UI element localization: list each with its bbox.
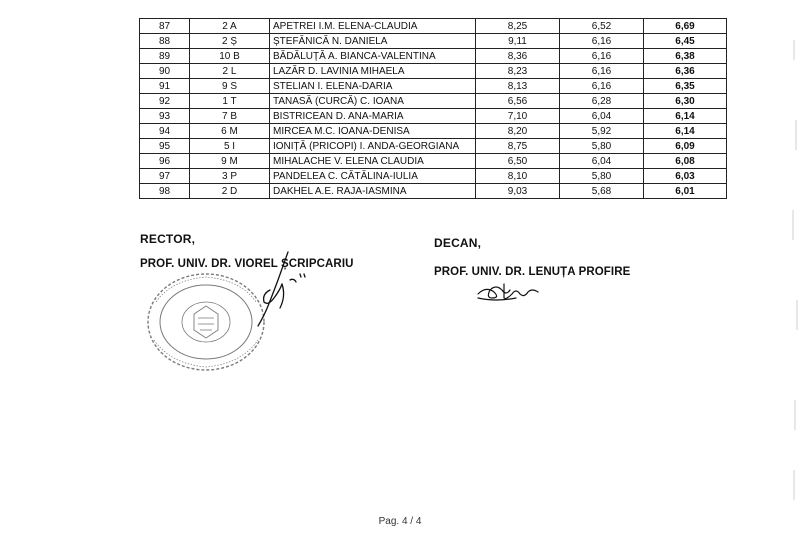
table-row [140,34,727,49]
final-average: 6,09 [644,139,727,154]
table-row [140,94,727,109]
grade-1: 9,03 [476,184,560,199]
student-name: ȘTEFĂNICĂ N. DANIELA [270,34,476,49]
grade-1: 6,56 [476,94,560,109]
decan-title: DECAN, [434,236,482,250]
final-average: 6,30 [644,94,727,109]
rector-signature-icon [250,250,310,330]
final-average: 6,35 [644,79,727,94]
grade-2: 6,16 [560,34,644,49]
row-number: 98 [140,184,190,199]
grade-1: 8,10 [476,169,560,184]
table-row [140,154,727,169]
row-number: 92 [140,94,190,109]
final-average: 6,14 [644,109,727,124]
table-row [140,184,727,199]
group-code: 1 T [190,94,270,109]
page-number: Pag. 4 / 4 [378,516,422,527]
grade-1: 7,10 [476,109,560,124]
student-name: BĂDĂLUȚĂ A. BIANCA-VALENTINA [270,49,476,64]
student-name: DAKHEL A.E. RAJA-IASMINA [270,184,476,199]
student-name: LAZĂR D. LAVINIA MIHAELA [270,64,476,79]
grade-2: 6,16 [560,49,644,64]
group-code: 2 Ș [190,34,270,49]
decan-signature-icon [476,280,540,304]
decan-name: PROF. UNIV. DR. LENUȚA PROFIRE [434,266,631,278]
student-name: IONIȚĂ (PRICOPI) I. ANDA-GEORGIANA [270,139,476,154]
grade-2: 6,16 [560,64,644,79]
final-average: 6,08 [644,154,727,169]
group-code: 2 A [190,19,270,34]
row-number: 95 [140,139,190,154]
row-number: 94 [140,124,190,139]
final-average: 6,03 [644,169,727,184]
table-row [140,49,727,64]
grade-1: 8,13 [476,79,560,94]
student-name: MIRCEA M.C. IOANA-DENISA [270,124,476,139]
group-code: 10 B [190,49,270,64]
table-row [140,139,727,154]
student-name: MIHALACHE V. ELENA CLAUDIA [270,154,476,169]
group-code: 7 B [190,109,270,124]
grade-2: 5,68 [560,184,644,199]
row-number: 90 [140,64,190,79]
grade-2: 6,28 [560,94,644,109]
student-name: STELIAN I. ELENA-DARIA [270,79,476,94]
student-name: BISTRICEAN D. ANA-MARIA [270,109,476,124]
grade-2: 6,04 [560,109,644,124]
final-average: 6,38 [644,49,727,64]
table-row [140,64,727,79]
row-number: 97 [140,169,190,184]
group-code: 9 S [190,79,270,94]
group-code: 5 I [190,139,270,154]
grade-1: 8,23 [476,64,560,79]
grade-1: 9,11 [476,34,560,49]
row-number: 91 [140,79,190,94]
table-row [140,169,727,184]
grade-2: 5,92 [560,124,644,139]
table-row [140,19,727,34]
results-table-body [140,19,727,199]
grade-1: 8,75 [476,139,560,154]
table-row [140,124,727,139]
grade-2: 6,52 [560,19,644,34]
table-row [140,109,727,124]
row-number: 88 [140,34,190,49]
group-code: 9 M [190,154,270,169]
student-name: TANASĂ (CURCĂ) C. IOANA [270,94,476,109]
rector-name: PROF. UNIV. DR. VIOREL ȘCRIPCARIU [140,258,354,270]
row-number: 93 [140,109,190,124]
grade-2: 6,04 [560,154,644,169]
results-table [139,18,727,199]
group-code: 2 D [190,184,270,199]
table-row [140,79,727,94]
final-average: 6,69 [644,19,727,34]
row-number: 87 [140,19,190,34]
final-average: 6,01 [644,184,727,199]
row-number: 89 [140,49,190,64]
scan-edge-artifact [790,0,800,534]
grade-1: 8,36 [476,49,560,64]
row-number: 96 [140,154,190,169]
student-name: APETREI I.M. ELENA-CLAUDIA [270,19,476,34]
student-name: PANDELEA C. CĂTĂLINA-IULIA [270,169,476,184]
final-average: 6,45 [644,34,727,49]
group-code: 6 M [190,124,270,139]
final-average: 6,14 [644,124,727,139]
grade-1: 8,20 [476,124,560,139]
rector-title: RECTOR, [140,232,196,246]
grade-2: 6,16 [560,79,644,94]
final-average: 6,36 [644,64,727,79]
grade-1: 8,25 [476,19,560,34]
grade-2: 5,80 [560,139,644,154]
grade-2: 5,80 [560,169,644,184]
group-code: 3 P [190,169,270,184]
group-code: 2 L [190,64,270,79]
grade-1: 6,50 [476,154,560,169]
